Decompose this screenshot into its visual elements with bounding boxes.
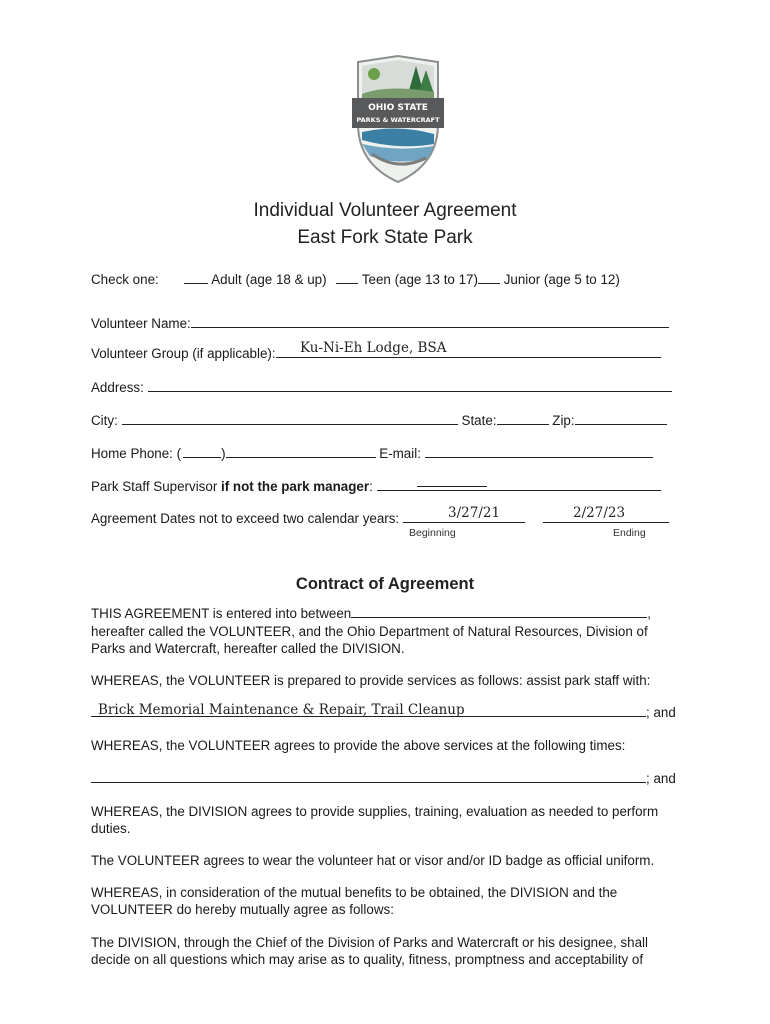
agreement-intro-text: THIS AGREEMENT is entered into between bbox=[91, 606, 352, 621]
adult-option: Adult (age 18 & up) bbox=[211, 272, 327, 287]
times-row bbox=[91, 771, 676, 786]
address-row bbox=[91, 380, 672, 395]
adult-blank[interactable] bbox=[184, 272, 208, 284]
logo-line1: OHIO STATE bbox=[368, 103, 428, 113]
city-label: City: bbox=[91, 413, 118, 428]
ohio-state-parks-logo bbox=[348, 54, 448, 189]
supervisor-label-bold: if not the park manager bbox=[221, 479, 370, 494]
home-phone-field[interactable] bbox=[226, 446, 376, 458]
times-field[interactable] bbox=[91, 771, 646, 783]
zip-field[interactable] bbox=[575, 413, 667, 425]
begin-date-value: 3/27/21 bbox=[448, 505, 501, 521]
division-chief-paragraph: The DIVISION, through the Chief of the Division of Parks and Watercraft or his designee, shall decide on all questions which may arise as to quality, fitness, promptness and acceptability of bbox=[91, 935, 648, 967]
address-field[interactable] bbox=[148, 380, 672, 392]
agreement-party-field[interactable] bbox=[351, 606, 647, 618]
supervisor-label: Park Staff Supervisor bbox=[91, 479, 221, 494]
phone-row: Home Phone: ( ) E-mail: bbox=[91, 446, 653, 461]
email-field[interactable] bbox=[425, 446, 653, 458]
logo-line2: PARKS & WATERCRAFT bbox=[356, 116, 440, 124]
junior-option: Junior (age 5 to 12) bbox=[503, 272, 620, 287]
junior-blank[interactable] bbox=[478, 272, 500, 284]
volunteer-name-field[interactable] bbox=[191, 316, 669, 328]
area-code-field[interactable] bbox=[183, 446, 221, 458]
supervisor-handwritten-dash bbox=[417, 486, 487, 487]
volunteer-name-label: Volunteer Name: bbox=[91, 316, 191, 331]
services-and: ; and bbox=[646, 705, 676, 720]
ending-caption: Ending bbox=[613, 527, 646, 539]
address-label: Address: bbox=[91, 380, 144, 395]
beginning-caption: Beginning bbox=[409, 527, 456, 539]
state-field[interactable] bbox=[497, 413, 549, 425]
zip-label: Zip: bbox=[552, 413, 575, 428]
agreement-intro-row: THIS AGREEMENT is entered into between , bbox=[91, 606, 651, 621]
volunteer-name-row bbox=[91, 316, 669, 331]
page-title: Individual Volunteer Agreement bbox=[253, 200, 517, 221]
times-intro: WHEREAS, the VOLUNTEER agrees to provide the above services at the following times: bbox=[91, 738, 626, 753]
check-one-label: Check one: bbox=[91, 272, 159, 287]
volunteer-group-label: Volunteer Group (if applicable): bbox=[91, 346, 276, 361]
home-phone-label: Home Phone: ( bbox=[91, 446, 182, 461]
supervisor-row bbox=[91, 479, 661, 494]
division-supplies-paragraph: WHEREAS, the DIVISION agrees to provide supplies, training, evaluation as needed to perform duties. bbox=[91, 804, 659, 836]
agreement-intro-continued: hereafter called the VOLUNTEER, and the Ohio Department of Natural Resources, Division of Parks and Watercraft, hereafter called the DIVISION. bbox=[91, 624, 648, 656]
city-field[interactable] bbox=[122, 413, 458, 425]
city-row bbox=[91, 413, 667, 428]
services-value: Brick Memorial Maintenance & Repair, Trail Cleanup bbox=[98, 702, 465, 718]
teen-option: Teen (age 13 to 17) bbox=[361, 272, 478, 287]
times-and: ; and bbox=[646, 771, 676, 786]
teen-blank[interactable] bbox=[336, 272, 358, 284]
mutual-benefits-paragraph: WHEREAS, in consideration of the mutual benefits to be obtained, the DIVISION and the VOLUNTEER do hereby mutually agree as follows: bbox=[91, 885, 618, 917]
supervisor-label-colon: : bbox=[369, 479, 373, 494]
contract-heading: Contract of Agreement bbox=[295, 575, 475, 593]
email-label: E-mail: bbox=[379, 446, 421, 461]
supervisor-field[interactable] bbox=[377, 479, 661, 491]
agreement-dates-label: Agreement Dates not to exceed two calendar years: bbox=[91, 511, 400, 526]
end-date-value: 2/27/23 bbox=[573, 505, 626, 521]
state-label: State: bbox=[461, 413, 497, 428]
uniform-paragraph: The VOLUNTEER agrees to wear the volunteer hat or visor and/or ID badge as official uniform. bbox=[91, 853, 655, 868]
services-intro: WHEREAS, the VOLUNTEER is prepared to provide services as follows: assist park staff with: bbox=[91, 673, 651, 688]
volunteer-group-value: Ku-Ni-Eh Lodge, BSA bbox=[300, 340, 447, 356]
check-one-row bbox=[91, 272, 620, 287]
page-subtitle: East Fork State Park bbox=[297, 227, 473, 248]
